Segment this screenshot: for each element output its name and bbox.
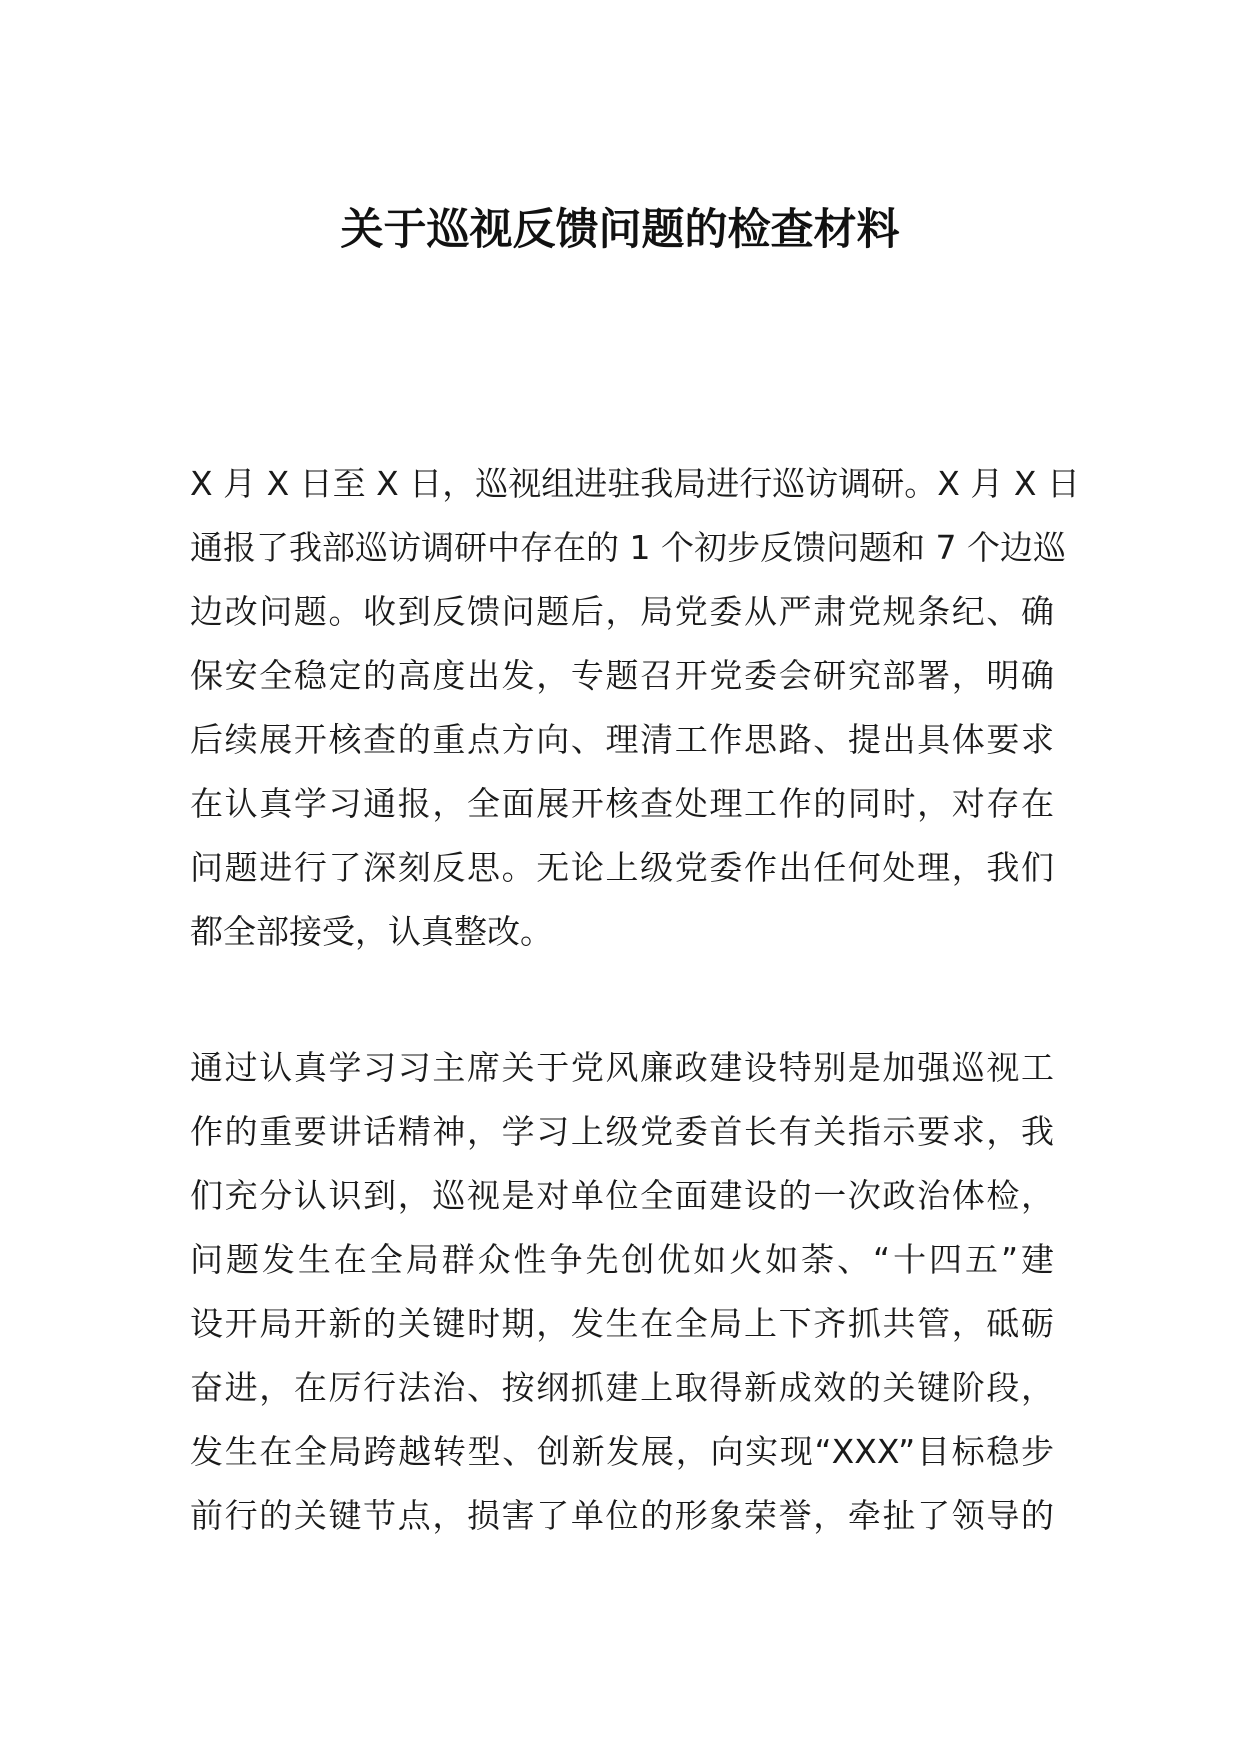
paragraph-line: 奋进，在厉行法治、按纲抓建上取得新成效的关键阶段，	[190, 1368, 1054, 1407]
paragraph	[190, 452, 1080, 964]
paragraph	[190, 1036, 1054, 1548]
paragraph-line: 边改问题。收到反馈问题后，局党委从严肃党规条纪、确	[190, 592, 1054, 631]
paragraph-line: 保安全稳定的高度出发，专题召开党委会研究部署，明确	[190, 656, 1054, 695]
paragraph-line: 通过认真学习习主席关于党风廉政建设特别是加强巡视工	[190, 1048, 1054, 1087]
paragraph-line: 前行的关键节点，损害了单位的形象荣誉，牵扯了领导的	[190, 1496, 1054, 1535]
paragraph-line: 问题进行了深刻反思。无论上级党委作出任何处理，我们	[190, 848, 1054, 887]
paragraph-line: X 月 X 日至 X 日，巡视组进驻我局进行巡访调研。X 月 X 日	[190, 464, 1080, 503]
paragraph-line: 们充分认识到，巡视是对单位全面建设的一次政治体检，	[190, 1176, 1054, 1215]
paragraph-line: 设开局开新的关键时期，发生在全局上下齐抓共管，砥砺	[190, 1304, 1054, 1343]
paragraph-line: 都全部接受，认真整改。	[190, 912, 553, 951]
paragraph-line: 发生在全局跨越转型、创新发展，向实现“XXX”目标稳步	[190, 1432, 1054, 1471]
paragraph-line: 在认真学习通报，全面展开核查处理工作的同时，对存在	[190, 784, 1054, 823]
document-title: 关于巡视反馈问题的检查材料	[340, 205, 900, 255]
paragraph-line: 后续展开核查的重点方向、理清工作思路、提出具体要求	[190, 720, 1054, 759]
paragraph-line: 作的重要讲话精神，学习上级党委首长有关指示要求，我	[190, 1112, 1054, 1151]
paragraph-line: 问题发生在全局群众性争先创优如火如荼、“十四五”建	[190, 1240, 1054, 1279]
paragraph-line: 通报了我部巡访调研中存在的 1 个初步反馈问题和 7 个边巡	[190, 528, 1066, 567]
